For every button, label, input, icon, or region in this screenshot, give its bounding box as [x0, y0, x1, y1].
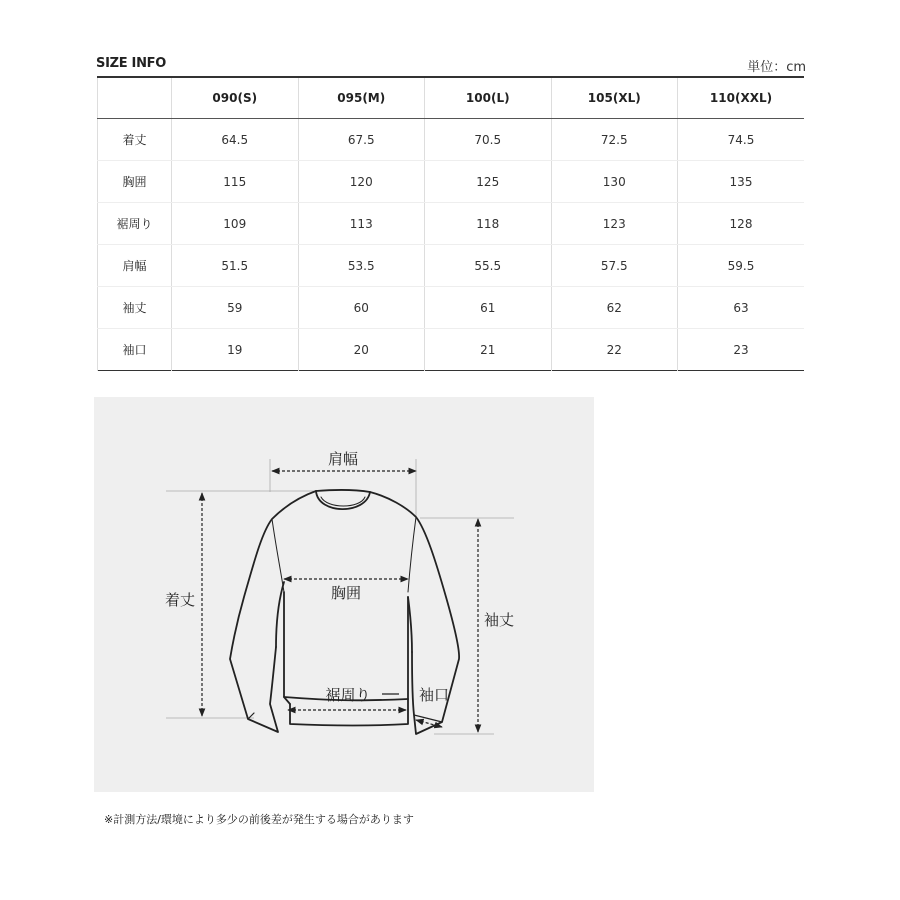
table-cell: 130: [551, 161, 678, 203]
table-cell: 67.5: [298, 119, 425, 161]
table-cell: 22: [551, 329, 678, 371]
table-cell: 72.5: [551, 119, 678, 161]
table-row: [98, 287, 805, 329]
sweatshirt-illustration: [94, 397, 594, 792]
column-header: 105(XL): [551, 77, 678, 119]
column-header: 090(S): [172, 77, 299, 119]
table-cell: 59: [172, 287, 299, 329]
table-cell: 63: [678, 287, 805, 329]
measurement-note: ※計測方法/環境により多少の前後差が発生する場合があります: [104, 813, 414, 826]
table-cell: 113: [298, 203, 425, 245]
size-info-title: SIZE INFO: [96, 56, 166, 71]
table-cell: 59.5: [678, 245, 805, 287]
size-info-header: [96, 56, 806, 76]
measurement-diagram: [94, 397, 594, 792]
table-cell: 23: [678, 329, 805, 371]
table-cell: 20: [298, 329, 425, 371]
table-cell: 57.5: [551, 245, 678, 287]
sleeve-label: 袖丈: [483, 611, 515, 629]
row-label: 着丈: [98, 119, 172, 161]
cuff-label: 袖口: [418, 686, 450, 704]
table-cell: 125: [425, 161, 552, 203]
row-label: 裾周り: [98, 203, 172, 245]
table-header-row: [98, 77, 805, 119]
table-row: [98, 161, 805, 203]
table-cell: 62: [551, 287, 678, 329]
table-cell: 21: [425, 329, 552, 371]
table-row: [98, 329, 805, 371]
table-cell: 61: [425, 287, 552, 329]
table-cell: 53.5: [298, 245, 425, 287]
table-cell: 118: [425, 203, 552, 245]
table-cell: 70.5: [425, 119, 552, 161]
chest-label: 胸囲: [330, 584, 362, 602]
table-cell: 55.5: [425, 245, 552, 287]
table-cell: 120: [298, 161, 425, 203]
table-row: [98, 203, 805, 245]
table-cell: 74.5: [678, 119, 805, 161]
unit-label: 単位：cm: [747, 60, 806, 75]
column-header: 095(M): [298, 77, 425, 119]
table-row: [98, 119, 805, 161]
table-cell: 51.5: [172, 245, 299, 287]
length-label: 着丈: [164, 591, 196, 609]
table-cell: 64.5: [172, 119, 299, 161]
table-cell: 60: [298, 287, 425, 329]
column-header: 100(L): [425, 77, 552, 119]
table-cell: 135: [678, 161, 805, 203]
size-table: [97, 76, 804, 371]
row-label: 袖口: [98, 329, 172, 371]
table-cell: 128: [678, 203, 805, 245]
column-header: [98, 77, 172, 119]
row-label: 肩幅: [98, 245, 172, 287]
row-label: 袖丈: [98, 287, 172, 329]
column-header: 110(XXL): [678, 77, 805, 119]
shoulder-label: 肩幅: [327, 450, 359, 468]
table-row: [98, 245, 805, 287]
table-cell: 19: [172, 329, 299, 371]
table-cell: 115: [172, 161, 299, 203]
table-cell: 109: [172, 203, 299, 245]
table-cell: 123: [551, 203, 678, 245]
hem-label: 裾周り: [325, 686, 371, 704]
row-label: 胸囲: [98, 161, 172, 203]
